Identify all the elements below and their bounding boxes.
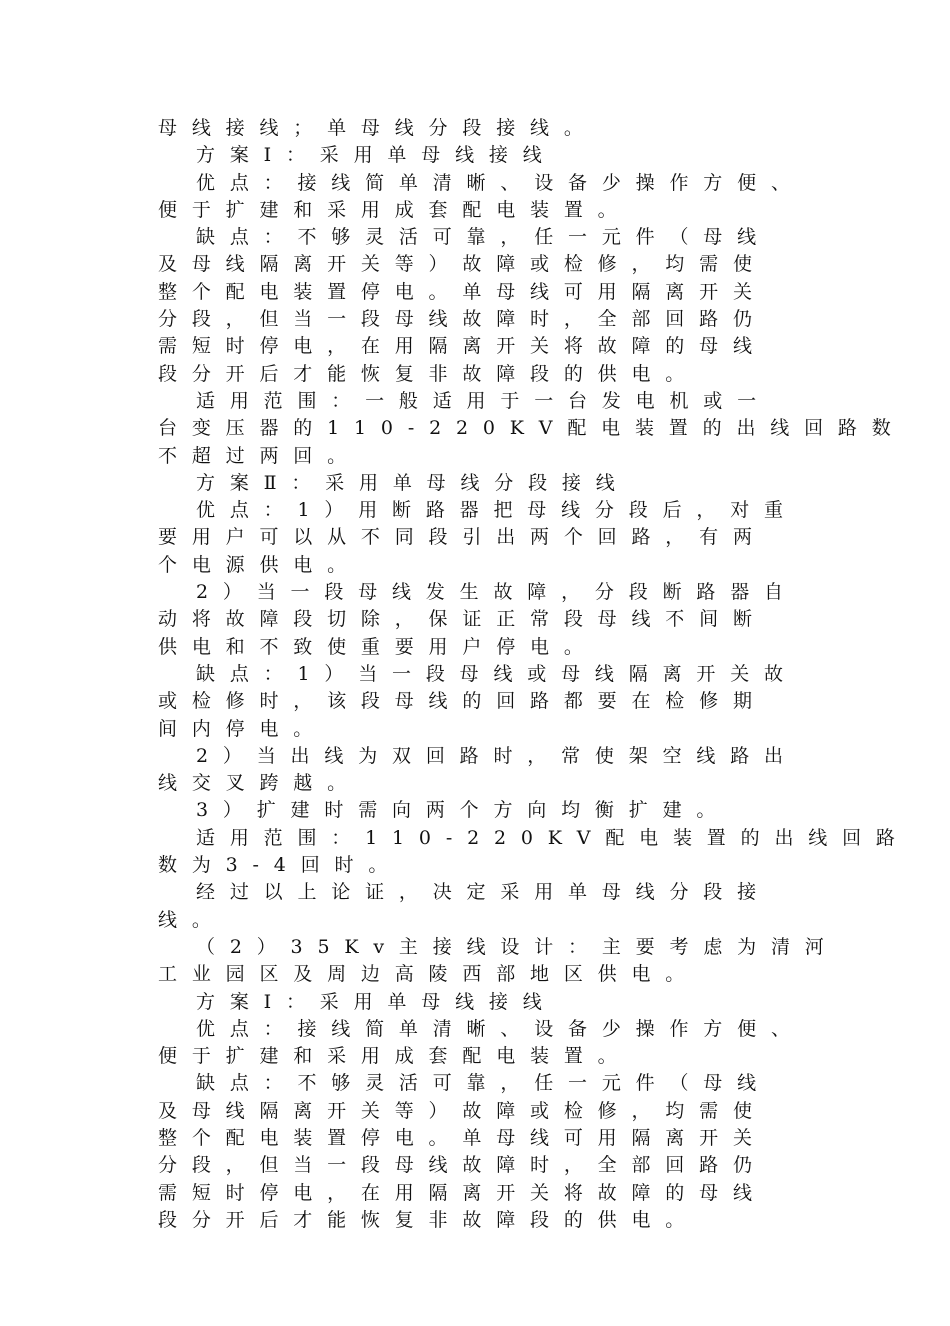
text-line: 数为3-4回时。 — [158, 854, 403, 877]
text-line: 母线接线；单母线分段接线。 — [158, 117, 598, 139]
text-line: 便于扩建和采用成套配电装置。 — [158, 198, 632, 221]
text-line: 方案Ⅰ：采用单母线接线 — [196, 990, 557, 1013]
text-line: 缺点：1）当一段母线或母线隔离开关故 — [196, 662, 798, 685]
text-line: 3）扩建时需向两个方向均衡扩建。 — [196, 799, 731, 822]
text-line: 及母线隔离开关等）故障或检修，均需使 — [158, 1099, 767, 1122]
text-line: 缺点：不够灵活可靠，任一元件（母线 — [196, 226, 771, 249]
text-line: 台变压器的110-220KV配电装置的出线回路数 — [158, 417, 906, 440]
text-line: 方案Ⅱ：采用单母线分段接线 — [196, 471, 630, 494]
text-line: 方案Ⅰ：采用单母线接线 — [196, 144, 557, 167]
text-line: 段分开后才能恢复非故障段的供电。 — [158, 362, 700, 385]
text-line: 动将故障段切除，保证正常段母线不间断 — [158, 608, 767, 631]
text-line: 要用户可以从不同段引出两个回路，有两 — [158, 526, 767, 549]
text-line: 线交叉跨越。 — [158, 772, 361, 795]
text-line: 分段，但当一段母线故障时，全部回路仍 — [158, 1154, 767, 1177]
text-line: 需短时停电，在用隔离开关将故障的母线 — [158, 335, 767, 358]
text-line: 2）当一段母线发生故障，分段断路器自 — [196, 581, 798, 604]
text-line: 整个配电装置停电。单母线可用隔离开关 — [158, 280, 767, 303]
text-line: 2）当出线为双回路时，常使架空线路出 — [196, 744, 798, 767]
text-line: 便于扩建和采用成套配电装置。 — [158, 1045, 632, 1068]
text-line: 优点：接线简单清晰、设备少操作方便、 — [196, 171, 805, 194]
text-line: 供电和不致使重要用户停电。 — [158, 635, 598, 658]
text-line: 工业园区及周边高陵西部地区供电。 — [158, 963, 700, 986]
text-line: 经过以上论证，决定采用单母线分段接 — [196, 881, 771, 904]
text-line: 优点：接线简单清晰、设备少操作方便、 — [196, 1017, 805, 1040]
text-line: 缺点：不够灵活可靠，任一元件（母线 — [196, 1072, 771, 1095]
text-line: 段分开后才能恢复非故障段的供电。 — [158, 1208, 700, 1231]
text-line: 整个配电装置停电。单母线可用隔离开关 — [158, 1126, 767, 1149]
text-line: 或检修时，该段母线的回路都要在检修期 — [158, 690, 767, 713]
document-body — [158, 115, 910, 1234]
text-line: 不超过两回。 — [158, 444, 361, 467]
text-line: 需短时停电，在用隔离开关将故障的母线 — [158, 1181, 767, 1204]
text-line: 适用范围：一般适用于一台发电机或一 — [196, 389, 771, 412]
text-line: （2）35Kv主接线设计：主要考虑为清河 — [196, 935, 839, 958]
text-line: 优点：1）用断路器把母线分段后，对重 — [196, 499, 798, 522]
text-line: 分段，但当一段母线故障时，全部回路仍 — [158, 308, 767, 331]
text-line: 及母线隔离开关等）故障或检修，均需使 — [158, 253, 767, 276]
text-line: 线。 — [158, 908, 226, 931]
text-line: 个电源供电。 — [158, 553, 361, 576]
text-line: 适用范围：110-220KV配电装置的出线回路 — [196, 826, 910, 849]
text-line: 间内停电。 — [158, 717, 328, 740]
